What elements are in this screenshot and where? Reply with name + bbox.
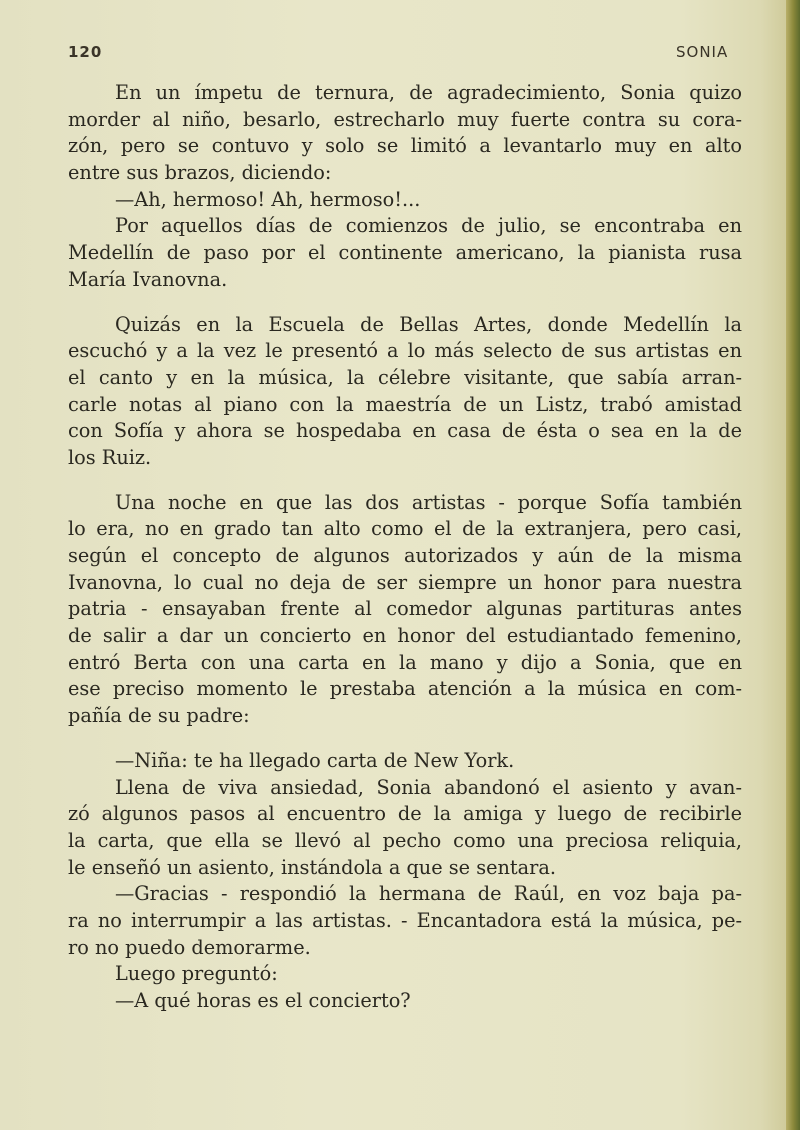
book-spine-edge xyxy=(786,0,800,1130)
text-line: Ivanovna, lo cual no deja de ser siempre un honor para nuestra xyxy=(68,570,742,594)
text-line: Luego preguntó: xyxy=(115,962,278,986)
text-line: con Sofía y ahora se hospedaba en casa de ésta o sea en la de xyxy=(68,419,742,443)
text-line: patria - ensayaban frente al comedor algunas partituras antes xyxy=(68,597,742,621)
text-line: los Ruiz. xyxy=(68,445,152,469)
text-line: ro no puedo demorarme. xyxy=(68,935,311,959)
text-line: pañía de su padre: xyxy=(68,704,250,728)
text-line: carle notas al piano con la maestría de un Listz, trabó amistad xyxy=(68,392,742,416)
page-number: 120 xyxy=(68,43,103,61)
paragraph-gap xyxy=(68,472,742,490)
paragraph-gap xyxy=(68,294,742,312)
text-line: ese preciso momento le prestaba atención a la música en com- xyxy=(68,677,742,701)
text-line: En un ímpetu de ternura, de agradecimiento, Sonia quizo xyxy=(115,81,742,104)
text-line: —Ah, hermoso! Ah, hermoso!... xyxy=(115,187,421,211)
text-line: zó algunos pasos al encuentro de la amiga y luego de recibirle xyxy=(68,802,742,826)
text-line: entre sus brazos, diciendo: xyxy=(68,161,332,185)
text-line: —Niña: te ha llegado carta de New York. xyxy=(115,748,515,772)
text-line: Una noche en que las dos artistas - porque Sofía también xyxy=(115,490,742,514)
text-line: zón, pero se contuvo y solo se limitó a levantarlo muy en alto xyxy=(68,134,742,158)
text-line: María Ivanovna. xyxy=(68,267,228,291)
text-line: ra no interrumpir a las artistas. - Encantadora está la música, pe- xyxy=(68,908,742,932)
running-head: SONIA xyxy=(676,43,729,61)
text-line: Quizás en la Escuela de Bellas Artes, donde Medellín la xyxy=(115,312,742,336)
text-line: el canto y en la música, la célebre visitante, que sabía arran- xyxy=(68,365,742,389)
text-line: —A qué horas es el concierto? xyxy=(115,989,411,1012)
text-line: escuchó y a la vez le presentó a lo más selecto de sus artistas en xyxy=(68,339,742,363)
text-line: la carta, que ella se llevó al pecho como una preciosa reliquia, xyxy=(68,828,742,852)
text-line: de salir a dar un concierto en honor del estudiantado femenino, xyxy=(68,624,742,648)
paragraph-gap xyxy=(68,730,742,748)
text-line: le enseñó un asiento, instándola a que se sentara. xyxy=(68,855,557,879)
text-line: Por aquellos días de comienzos de julio, se encontraba en xyxy=(115,214,742,238)
text-line: según el concepto de algunos autorizados y aún de la misma xyxy=(68,544,742,567)
text-line: —Gracias - respondió la hermana de Raúl, en voz baja pa- xyxy=(115,882,742,906)
text-line: Medellín de paso por el continente americano, la pianista rusa xyxy=(68,241,742,265)
body-text xyxy=(68,80,742,1015)
text-line: morder al niño, besarlo, estrecharlo muy fuerte contra su cora- xyxy=(68,107,742,131)
text-line: lo era, no en grado tan alto como el de la extranjera, pero casi, xyxy=(68,517,742,541)
text-line: entró Berta con una carta en la mano y dijo a Sonia, que en xyxy=(68,650,742,674)
text-line: Llena de viva ansiedad, Sonia abandonó el asiento y avan- xyxy=(115,775,742,799)
